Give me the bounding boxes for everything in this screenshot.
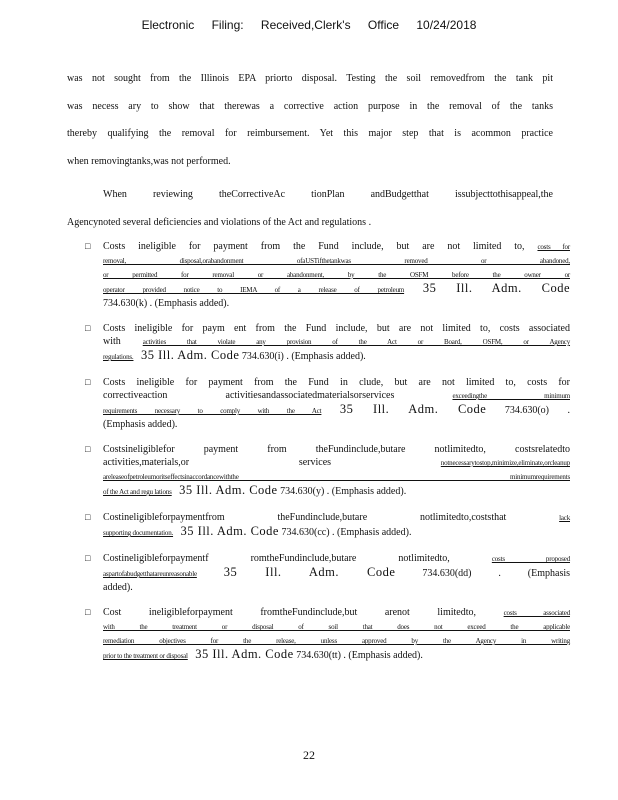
bullet-icon: □	[85, 323, 91, 333]
underlined-text: or permitted for removal or abandonment, by the OSFM before the owner or	[103, 271, 570, 279]
list-item	[85, 322, 570, 364]
text-line: Agencynoted several deficiencies and violations of the Act and regulations .	[67, 216, 372, 228]
text-run: Cost ineligibleforpayment fromtheFundinclude,but arenot limitedto,	[103, 607, 477, 618]
citation: 35 Ill. Adm. Code	[422, 281, 570, 295]
list-item	[85, 511, 570, 540]
citation: 35 Ill. Adm. Code	[140, 348, 240, 362]
text-run: activities,materials,or services	[103, 457, 332, 468]
paragraph-agency-review	[67, 181, 553, 236]
underlined-text: prior to the treatment or disposal	[103, 652, 188, 660]
underlined-text: aspartofabudgetthatareunreasonable	[103, 570, 197, 578]
underlined-text: areleaseofpetroleumoritseffectsinaccordancewiththe minimumrequirements	[103, 473, 570, 481]
bullet-icon: □	[85, 377, 91, 387]
text-line: was not sought from the Illinois EPA priorto disposal. Testing the soil removedfrom the tank pit	[67, 73, 553, 84]
underlined-text: supporting documentation.	[103, 529, 174, 537]
list-item	[85, 443, 570, 499]
text-line: when removingtanks,was not performed.	[67, 155, 231, 167]
citation: 35 Ill. Adm. Code	[223, 565, 396, 579]
text-run: (Emphasis added).	[103, 419, 178, 430]
underlined-text: activities that violate any provision of the Act or Board, OSFM, or Agency	[142, 338, 571, 346]
underlined-text: costs proposed	[491, 555, 570, 563]
text-run: Costs ineligible for paym ent from the Fund include, but are not limited to, costs associated	[103, 323, 570, 334]
underlined-text: with the treatment or disposal of soil that does not exceed the applicable	[103, 623, 570, 631]
paragraph-disposal	[67, 65, 553, 175]
text-run: 734.630(i) . (Emphasis added).	[241, 351, 366, 362]
text-run: Costineligibleforpaymentf romtheFundinclude,butare notlimitedto,	[103, 553, 450, 564]
text-line: was necess ary to show that therewas a corrective action purpose in the removal of the tanks	[67, 100, 553, 112]
text-run: 734.630(k) . (Emphasis added).	[103, 298, 230, 309]
list-item	[85, 240, 570, 310]
bullet-icon: □	[85, 607, 91, 617]
citation: 35 Ill. Adm. Code	[339, 402, 487, 416]
text-run: 734.630(dd) . (Emphasis	[422, 568, 571, 579]
text-line: thereby qualifying the removal for reimbursement. Yet this major step that is acommon practice	[67, 128, 553, 139]
text-run: Costs ineligible for payment from the Fund in clude, but are not limited to, costs for	[103, 377, 570, 388]
underlined-text: lack	[559, 514, 570, 522]
underlined-text: removal, disposal,orabandonment ofaUSTifthetankwas removed or abandoned,	[103, 257, 570, 265]
list-item	[85, 606, 570, 663]
text-line: When reviewing theCorrectiveAc tionPlan andBudgetthat issubjecttothisappeal,the	[103, 189, 553, 200]
underlined-text: requirements necessary to comply with the Act	[103, 407, 322, 415]
filing-header: Electronic Filing: Received,Clerk's Office 10/24/2018	[141, 18, 477, 32]
list-item	[85, 376, 570, 431]
bullet-icon: □	[85, 512, 91, 522]
text-run: added).	[103, 582, 133, 593]
underlined-text: remediation objectives for the release, unless approved by the Agency in writing	[103, 637, 570, 645]
text-run: 734.630(y) . (Emphasis added).	[280, 486, 407, 497]
text-run: Costsineligiblefor payment from theFundinclude,butare notlimitedto, costsrelatedto	[103, 444, 570, 455]
underlined-text: notnecessarytostop,minimize,eliminate,orcleanup	[440, 459, 570, 467]
text-run: Costineligibleforpaymentfrom theFundinclude,butare notlimitedto,coststhat	[103, 512, 507, 523]
text-run: with	[103, 336, 121, 347]
underlined-text: of the Act and regu lations	[103, 488, 172, 496]
text-run: correctiveaction activitiesandassociatedmaterialsorservices	[103, 390, 395, 401]
underlined-text: operator provided notice to IEMA of a release of petroleum	[103, 286, 405, 294]
citation: 35 Ill. Adm. Code	[195, 647, 294, 661]
bullet-icon: □	[85, 553, 91, 563]
citation: 35 Ill. Adm. Code	[180, 524, 279, 538]
bullet-icon: □	[85, 241, 91, 251]
underlined-text: costs for	[537, 243, 570, 251]
text-run: Costs ineligible for payment from the Fund include, but are not limited to,	[103, 241, 525, 252]
underlined-text: costs associated	[503, 609, 570, 617]
text-run: 734.630(cc) . (Emphasis added).	[281, 527, 412, 538]
underlined-text: exceedingthe minimum	[452, 392, 570, 400]
page-number: 22	[303, 748, 315, 762]
deficiency-list	[85, 240, 570, 663]
list-item	[85, 552, 570, 594]
bullet-icon: □	[85, 444, 91, 454]
text-run: 734.630(o) .	[504, 405, 570, 416]
text-run: 734.630(tt) . (Emphasis added).	[296, 650, 423, 661]
underlined-text: regulations.	[103, 353, 134, 361]
citation: 35 Ill. Adm. Code	[179, 483, 278, 497]
